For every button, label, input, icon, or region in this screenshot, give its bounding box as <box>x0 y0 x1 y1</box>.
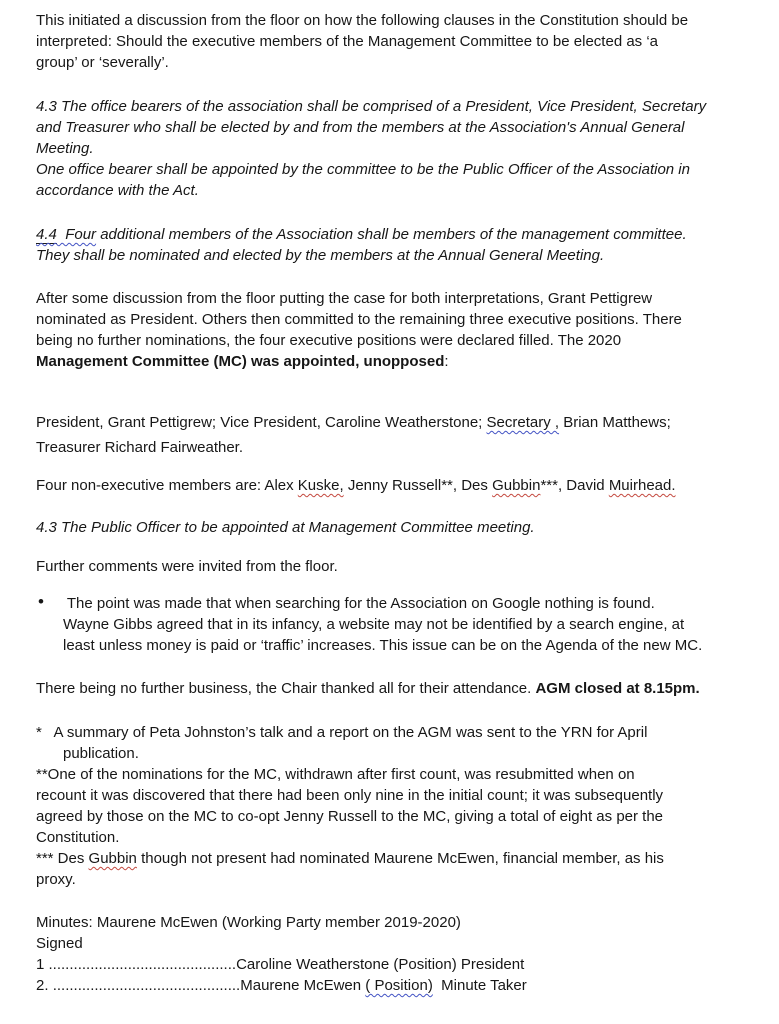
text-line: least unless money is paid or ‘traffic’ increases. This issue can be on the Agenda of the new MC. <box>63 637 703 654</box>
text-line: publication. <box>63 745 139 762</box>
spell-check-underline: Kuske, <box>297 477 344 494</box>
paragraph-agm-closed <box>36 678 749 699</box>
text-line: President, Grant Pettigrew; Vice President, Caroline Weatherstone; Secretary , Brian Matthews; <box>36 414 671 431</box>
text-line: agreed by those on the MC to co-opt Jenny Russell to the MC, giving a total of eight as per the <box>36 808 664 825</box>
text-line: Management Committee (MC) was appointed, unopposed: <box>36 353 449 370</box>
grammar-check-underline: Secretary , <box>486 414 560 431</box>
paragraph-intro <box>36 10 749 73</box>
text-line: Signed <box>36 935 83 952</box>
text-line: 4.4 Four additional members of the Association shall be members of the management committee. <box>36 226 687 243</box>
text-line: Meeting. <box>36 140 94 157</box>
text-line: 2. .............................................Maurene McEwen ( Position) Minute Taker <box>36 977 527 994</box>
bold-agm-closed: AGM closed at 8.15pm. <box>535 680 700 697</box>
underlined-clause-number: 4.4 <box>36 226 57 243</box>
text-line: **One of the nominations for the MC, withdrawn after first count, was resubmitted when on <box>36 766 635 783</box>
paragraph-non-executive-members <box>36 475 749 496</box>
text-line: Treasurer Richard Fairweather. <box>36 439 244 456</box>
text-line: One office bearer shall be appointed by the committee to be the Public Officer of the Association in <box>36 161 690 178</box>
text-line: 1 .............................................Caroline Weatherstone (Position) President <box>36 956 525 973</box>
spell-check-underline: Gubbin <box>88 850 137 867</box>
paragraph-appointment <box>36 288 749 372</box>
signature-line-1 <box>36 954 749 975</box>
grammar-check-underline: 4.4 Four <box>36 226 97 243</box>
footnote-3 <box>36 848 749 890</box>
bold-committee-appointed: Management Committee (MC) was appointed, unopposed <box>36 353 445 370</box>
text-line: Minutes: Maurene McEwen (Working Party member 2019-2020) <box>36 914 461 931</box>
text-line: and Treasurer who shall be elected by and from the members at the Association's Annual General <box>36 119 685 136</box>
footnote-2 <box>36 764 749 848</box>
paragraph-committee-members <box>36 410 749 460</box>
spell-check-underline: Gubbin <box>492 477 541 494</box>
paragraph-minutes-author <box>36 912 749 933</box>
grammar-check-underline: ( Position) <box>365 977 433 994</box>
text-line: Constitution. <box>36 829 120 846</box>
text-line: * A summary of Peta Johnston’s talk and a report on the AGM was sent to the YRN for April <box>36 724 648 741</box>
text-line: Wayne Gibbs agreed that in its infancy, a website may not be identified by a search engine, at <box>63 616 685 633</box>
text-line: Four non-executive members are: Alex Kuske, Jenny Russell**, Des Gubbin***, David Muirhead. <box>36 477 676 494</box>
text-line: This initiated a discussion from the floor on how the following clauses in the Constitution should be <box>36 12 689 29</box>
text-line: 4.3 The office bearers of the association shall be comprised of a President, Vice President, Secretary <box>36 98 707 115</box>
spell-check-underline: Muirhead. <box>608 477 676 494</box>
footnote-1 <box>36 722 749 764</box>
text-line: After some discussion from the floor putting the case for both interpretations, Grant Pettigrew <box>36 290 653 307</box>
text-line: group’ or ‘severally’. <box>36 54 169 71</box>
bullet-item-google-search <box>36 593 749 656</box>
text-line: recount it was discovered that there had been only nine in the initial count; it was subsequently <box>36 787 664 804</box>
clause-4-3-public-officer <box>36 517 749 538</box>
text-line: There being no further business, the Chair thanked all for their attendance. AGM closed at 8.15pm. <box>36 680 700 697</box>
text-line: They shall be nominated and elected by the members at the Annual General Meeting. <box>36 247 605 264</box>
paragraph-further-comments <box>36 556 749 577</box>
clause-4-3-office-bearers <box>36 96 749 201</box>
text-line: *** Des Gubbin though not present had nominated Maurene McEwen, financial member, as his <box>36 850 664 867</box>
text-line: interpreted: Should the executive members of the Management Committee to be elected as ‘a <box>36 33 659 50</box>
text-line: The point was made that when searching for the Association on Google nothing is found. <box>63 595 655 612</box>
text-line: proxy. <box>36 871 76 888</box>
text-line: nominated as President. Others then committed to the remaining three executive positions. There <box>36 311 682 328</box>
text-line: being no further nominations, the four executive positions were declared filled. The 2020 <box>36 332 622 349</box>
dot-leader: ............................................. <box>48 956 237 973</box>
clause-4-4-additional-members <box>36 224 749 266</box>
bullet-icon: • <box>38 592 44 611</box>
label-signed <box>36 933 749 954</box>
text-line: accordance with the Act. <box>36 182 199 199</box>
dot-leader: ............................................. <box>52 977 241 994</box>
signature-line-2 <box>36 975 749 996</box>
text-line: 4.3 The Public Officer to be appointed at Management Committee meeting. <box>36 519 535 536</box>
text-line: Further comments were invited from the floor. <box>36 558 338 575</box>
